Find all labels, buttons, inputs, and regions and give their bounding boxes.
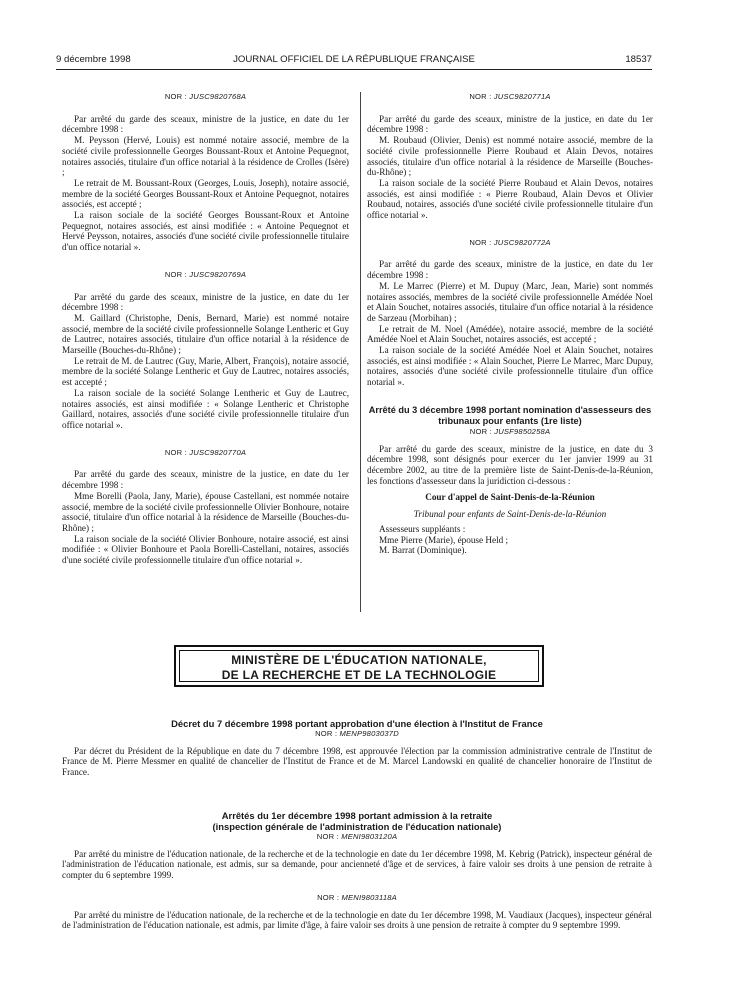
left-column <box>62 92 349 566</box>
nor-reference: NOR : JUSC9820769A <box>164 269 247 279</box>
paragraph: La raison sociale de la société Olivier Bonhoure, notaire associé, est ainsi modifiée : « Olivier Bonhoure et Paola Borelli-Castellani, notaires, associés d'une société civile professionnelle titulaire d'un office notarial ». <box>62 533 349 566</box>
nor-reference: NOR : JUSC9820768A <box>164 92 247 101</box>
ministry-heading-box <box>174 645 544 687</box>
paragraph: Le retrait de M. de Lautrec (Guy, Marie, Albert, François), notaire associé, membre de la société Solange Lentheric et Guy de Lautrec, notaires associés, est accepté ; <box>62 355 349 388</box>
arretes-title: Arrêtés du 1er décembre 1998 portant admission à la retraite <box>221 810 493 821</box>
ministry-line-1: MINISTÈRE DE L'ÉDUCATION NATIONALE, <box>231 653 487 667</box>
decret-title: Décret du 7 décembre 1998 portant approbation d'une élection à l'Institut de France <box>171 718 543 729</box>
paragraph: Par arrêté du ministre de l'éducation nationale, de la recherche et de la technologie en date du 1er décembre 1998, M. Vaudiaux (Jacques), inspecteur général de l'administration de l'éducation nationale, est admis, par limite d'âge, à faire valoir ses droits à une pension de retraite à compter du 9 septembre 1999. <box>62 909 652 931</box>
paragraph: Par arrêté du garde des sceaux, ministre de la justice, en date du 1er décembre 1998 : <box>367 113 653 135</box>
nor-reference: NOR : JUSC9820771A <box>469 92 551 101</box>
nor-reference: NOR : JUSC9820770A <box>164 447 247 457</box>
paragraph: Le retrait de M. Boussant-Roux (Georges, Louis, Joseph), notaire associé, membre de la société Georges Boussant-Roux et Antoine Pequegnot, notaires associés, est accepté ; <box>62 177 349 210</box>
arretes-section <box>62 810 652 931</box>
journal-title: JOURNAL OFFICIEL DE LA RÉPUBLIQUE FRANÇAISE <box>233 54 475 65</box>
right-column <box>367 92 653 556</box>
paragraph: La raison sociale de la société Amédée Noel et Alain Souchet, notaires associés, est ainsi modifiée : « Alain Souchet, Pierre Le Marrec, Marc Dupuy, notaires, associés d'une société civile professionnelle titulaire d'un office notarial ». <box>367 345 653 388</box>
page-header <box>56 54 652 68</box>
assessor-line: Mme Pierre (Marie), épouse Held ; <box>379 534 509 545</box>
paragraph: La raison sociale de la société Solange Lentheric et Guy de Lautrec, notaires associés, est ainsi modifiée : « Solange Lentheric et Christophe Gaillard, notaires, associés d'une société civile professionnelle titulaire d'un office notarial ». <box>62 387 349 430</box>
header-rule <box>56 69 652 70</box>
page-number: 18537 <box>625 54 652 65</box>
nor-reference: NOR : JUSC9820772A <box>469 237 551 247</box>
paragraph: La raison sociale de la société Georges Boussant-Roux et Antoine Pequegnot, notaires associés, est ainsi modifiée : « Antoine Pequegnot et Hervé Peysson, notaires, associés d'une société civile professionnelle titulaire d'un office notarial ». <box>62 210 349 253</box>
court-heading: Cour d'appel de Saint-Denis-de-la-Réunion <box>425 492 595 503</box>
paragraph: Mme Borelli (Paola, Jany, Marie), épouse Castellani, est nommée notaire associé, membre de la société civile professionnelle Olivier Bonhoure, notaire associé, titulaire d'un office notarial à la résidence de Marseille (Bouches-du-Rhône) ; <box>62 490 350 533</box>
assessor-line: M. Barrat (Dominique). <box>379 545 467 556</box>
paragraph: La raison sociale de la société Pierre Roubaud et Alain Devos, notaires associés, est ainsi modifiée : « Pierre Roubaud, Alain Devos et Olivier Roubaud, notaires, associés d'une société civile professionnelle titulaire d'un office notarial ». <box>367 177 653 221</box>
decret-section <box>62 718 652 778</box>
arrete-title: Arrêté du 3 décembre 1998 portant nomination d'assesseurs des tribunaux pour enfants (1re liste) <box>368 404 652 426</box>
paragraph: M. Gaillard (Christophe, Denis, Bernard, Marie) est nommé notaire associé, membre de la société civile professionnelle Solange Lentheric et Guy de Lautrec, notaires associés, titulaire d'un office notarial à la résidence de Marseille (Bouches-du-Rhône) ; <box>62 312 349 356</box>
paragraph: Par décret du Président de la République en date du 7 décembre 1998, est approuvée l'élection par la commission administrative centrale de l'Institut de France de M. Pierre Messmer en qualité de chancelier de l'Institut de France et de M. Marcel Landowski en qualité de chancelier honoraire de l'Institut de France. <box>62 745 652 778</box>
paragraph: Le retrait de M. Noel (Amédée), notaire associé, membre de la société Amédée Noel et Alain Souchet, notaires associés, est accepté ; <box>367 323 653 345</box>
paragraph: M. Le Marrec (Pierre) et M. Dupuy (Marc, Jean, Marie) sont nommés notaires associés, membres de la société civile professionnelle Amédée Noel et Alain Souchet, notaires associés, titulaire d'un office notarial à la résidence de Sarzeau (Morbihan) ; <box>367 280 653 323</box>
assessor-line: Assesseurs suppléants : <box>379 523 466 534</box>
paragraph: Par arrêté du garde des sceaux, ministre de la justice, en date du 1er décembre 1998 : <box>62 113 349 135</box>
header-date: 9 décembre 1998 <box>56 54 131 65</box>
paragraph: M. Roubaud (Olivier, Denis) est nommé notaire associé, membre de la société civile professionnelle Pierre Roubaud et Alain Devos, notaires associés, titulaire d'un office notarial à la résidence de Marseille (Bouches-du-Rhône) ; <box>367 135 653 178</box>
paragraph: Par arrêté du garde des sceaux, ministre de la justice, en date du 1er décembre 1998 : <box>367 259 653 281</box>
paragraph: Par arrêté du garde des sceaux, ministre de la justice, en date du 3 décembre 1998, sont désignés pour exercer du 1er janvier 1999 au 31 décembre 2002, au titre de la première liste de Saint-Denis-de-la-Réunion, les fonctions d'assesseur dans la juridiction ci-dessous : <box>367 443 653 486</box>
nor-reference: NOR : MENI9803120A <box>316 832 398 841</box>
paragraph: M. Peysson (Hervé, Louis) est nommé notaire associé, membre de la société civile professionnelle Georges Boussant-Roux et Antoine Pequegnot, notaires associés, titulaire d'un office notarial à la résidence de Crolles (Isère) ; <box>62 135 349 178</box>
paragraph: Par arrêté du garde des sceaux, ministre de la justice, en date du 1er décembre 1998 : <box>62 469 349 491</box>
ministry-line-2: DE LA RECHERCHE ET DE LA TECHNOLOGIE <box>221 668 497 682</box>
column-divider <box>360 92 361 612</box>
paragraph: Par arrêté du ministre de l'éducation nationale, de la recherche et de la technologie en date du 1er décembre 1998, M. Kebrig (Patrick), inspecteur général de l'administration de l'éducation nationale, est admis, sur sa demande, pour ancienneté d'âge et de services, à faire valoir ses droits à une pension de retraite à compter du 6 septembre 1999. <box>62 848 652 881</box>
nor-reference: NOR : MENP9803037D <box>315 729 399 738</box>
nor-reference: NOR : JUSF9850258A <box>469 426 551 436</box>
nor-reference: NOR : MENI9803118A <box>317 892 397 902</box>
paragraph: Par arrêté du garde des sceaux, ministre de la justice, en date du 1er décembre 1998 : <box>62 291 349 313</box>
tribunal-heading: Tribunal pour enfants de Saint-Denis-de-la-Réunion <box>413 509 607 520</box>
arretes-subtitle: (inspection générale de l'administration de l'éducation nationale) <box>212 821 502 832</box>
